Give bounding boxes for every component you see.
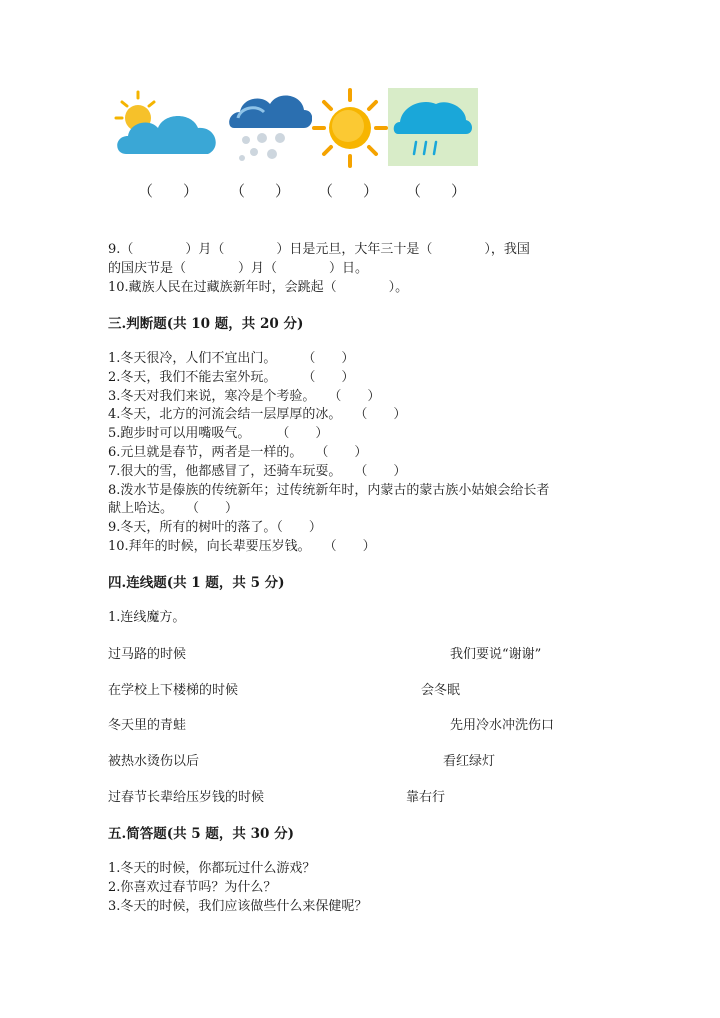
short-answer-item: 2.你喜欢过春节吗？为什么？ <box>108 880 277 895</box>
judge-item: 2.冬天，我们不能去室外玩。 （ ） <box>108 370 355 385</box>
section-5-heading: 五.简答题(共 5 题，共 30 分) <box>108 826 294 842</box>
answer-blank[interactable]: （ ） <box>318 182 379 200</box>
judge-item: 1.冬天很冷，人们不宜出门。 （ ） <box>108 351 355 366</box>
match-right-item[interactable]: 看红绿灯 <box>443 754 496 769</box>
match-right-item[interactable]: 我们要说“谢谢” <box>450 647 542 662</box>
rain-icon <box>388 88 478 166</box>
answer-blank[interactable]: （ ） <box>138 182 199 200</box>
judge-item: 6.元旦就是春节，两者是一样的。 （ ） <box>108 445 368 460</box>
question-9-line-1: 9.（ ）月（ ）日是元旦，大年三十是（ ），我国 <box>108 242 530 257</box>
judge-item: 7.很大的雪，他都感冒了，还骑车玩耍。 （ ） <box>108 464 407 479</box>
answer-blank[interactable]: （ ） <box>406 182 467 200</box>
judge-item: 9.冬天，所有的树叶的落了。（ ） <box>108 520 322 535</box>
match-left-item[interactable]: 过春节长辈给压岁钱的时候 <box>108 790 265 805</box>
match-left-item[interactable]: 被热水烫伤以后 <box>108 754 200 769</box>
match-left-item[interactable]: 冬天里的青蛙 <box>108 718 187 733</box>
judge-item: 10.拜年的时候，向长辈要压岁钱。 （ ） <box>108 539 376 554</box>
snow-icon <box>228 88 312 164</box>
judge-item: 8.泼水节是傣族的传统新年；过传统新年时，内蒙古的蒙古族小姑娘会给长者 <box>108 483 550 498</box>
judge-item: 3.冬天对我们来说，寒冷是个考验。 （ ） <box>108 389 381 404</box>
short-answer-item: 3.冬天的时候，我们应该做些什么来保健呢？ <box>108 899 368 914</box>
partly-cloudy-icon <box>112 88 224 162</box>
judge-item: 4.冬天，北方的河流会结一层厚厚的冰。 （ ） <box>108 407 407 422</box>
match-left-item[interactable]: 过马路的时候 <box>108 647 187 662</box>
sunny-icon <box>312 88 388 168</box>
matching-question: 1.连线魔方。 <box>108 610 186 625</box>
match-right-item[interactable]: 靠右行 <box>406 790 446 805</box>
section-3-heading: 三.判断题(共 10 题，共 20 分) <box>108 316 304 332</box>
section-4-heading: 四.连线题(共 1 题，共 5 分) <box>108 575 285 591</box>
judge-item: 献上哈达。 （ ） <box>108 501 239 516</box>
answer-blank[interactable]: （ ） <box>230 182 291 200</box>
match-right-item[interactable]: 先用冷水冲洗伤口 <box>450 718 555 733</box>
short-answer-item: 1.冬天的时候，你都玩过什么游戏？ <box>108 861 316 876</box>
match-right-item[interactable]: 会冬眠 <box>421 683 461 698</box>
question-10: 10.藏族人民在过藏族新年时，会跳起（ ）。 <box>108 280 409 295</box>
match-left-item[interactable]: 在学校上下楼梯的时候 <box>108 683 239 698</box>
judge-item: 5.跑步时可以用嘴吸气。 （ ） <box>108 426 329 441</box>
question-9-line-2: 的国庆节是（ ）月（ ）日。 <box>108 261 369 276</box>
